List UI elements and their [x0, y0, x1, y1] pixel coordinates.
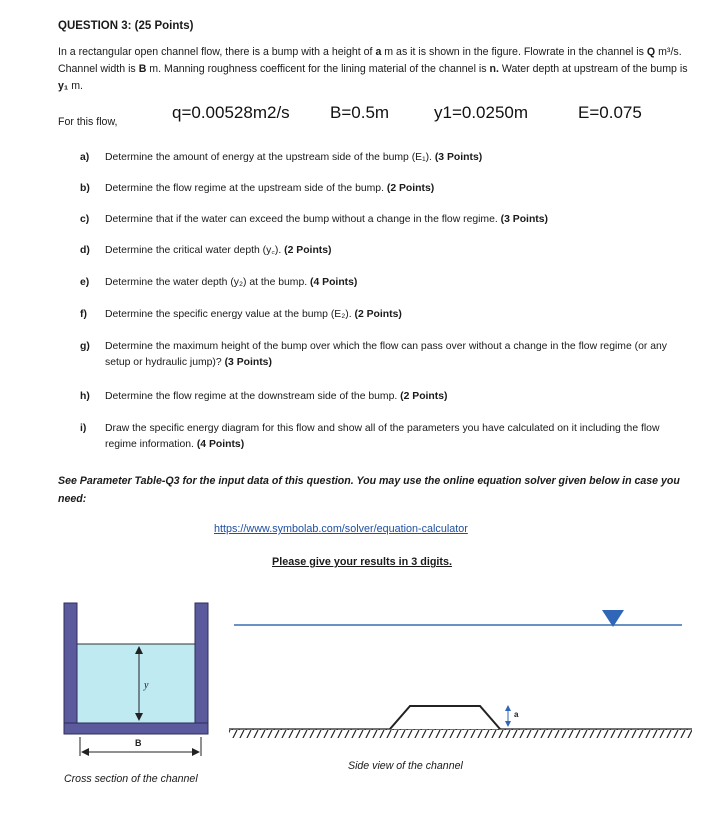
depth-label: y — [144, 680, 149, 691]
question-title: QUESTION 3: (25 Points) — [58, 20, 194, 32]
question-text: Determine that if the water can exceed the bump without a change in the flow regime. — [105, 214, 498, 225]
question-letter: h) — [80, 391, 90, 402]
question-text: Determine the amount of energy at the upstream side of the bump (E₁). — [105, 152, 432, 163]
intro-text: m. Manning roughness coefficent for the lining material of the channel is — [146, 63, 490, 75]
channel-left-wall — [64, 603, 77, 733]
intro-bump-var: a — [375, 46, 382, 58]
for-this-flow-label: For this flow, — [58, 116, 118, 128]
channel-right-wall — [195, 603, 208, 733]
question-text: Determine the water depth (y₂) at the bump. — [105, 277, 308, 288]
question-letter: g) — [80, 341, 90, 352]
param-B: B=0.5m — [330, 103, 390, 122]
question-letter: d) — [80, 245, 90, 256]
intro-manning-var: n. — [489, 63, 499, 75]
question-text: Draw the specific energy diagram for this flow and show all of the parameters you have calculated on it including the flow regime information. — [105, 423, 660, 450]
water-area — [77, 644, 195, 723]
intro-width-var: B — [138, 63, 147, 75]
intro-text: m as it is shown in the figure. Flowrate in the channel is — [381, 46, 647, 58]
question-points: (4 Points) — [310, 277, 358, 288]
question-points: (2 Points) — [354, 309, 402, 320]
question-points: (4 Points) — [196, 439, 245, 450]
question-letter: i) — [80, 423, 87, 434]
bump-shape — [390, 706, 500, 729]
question-points: (3 Points) — [500, 214, 548, 225]
question-text: Determine the flow regime at the upstream side of the bump. — [105, 183, 384, 194]
side-view-figure — [229, 610, 692, 738]
intro-text: In a rectangular open channel flow, there is a bump with a height of — [58, 46, 376, 58]
param-q: q=0.00528m2/s — [172, 103, 290, 122]
intro-text: m³/s. Channel width is — [58, 46, 682, 75]
param-y1: y1=0.0250m — [434, 103, 529, 122]
ground-hatch — [229, 729, 692, 738]
intro-depth-var: y₁ — [58, 80, 69, 92]
cross-section-figure — [64, 603, 208, 756]
question-letter: e) — [80, 277, 90, 288]
intro-text: m. — [68, 80, 83, 92]
cross-section-caption: Cross section of the channel — [64, 773, 198, 785]
parameter-table-note: See Parameter Table-Q3 for the input data of this question. You may use the online equation solver given below in case you need: — [58, 475, 680, 505]
question-points: (2 Points) — [400, 391, 448, 402]
results-instruction: Please give your results in 3 digits. — [272, 556, 453, 568]
side-view-caption: Side view of the channel — [348, 760, 463, 772]
question-text: Determine the specific energy value at the bump (E₂). — [105, 309, 352, 320]
intro-text: Water depth at upstream of the bump is — [498, 63, 688, 75]
question-points: (3 Points) — [434, 152, 483, 163]
question-letter: f) — [80, 309, 87, 320]
question-points: (2 Points) — [386, 183, 435, 194]
intro-flow-var: Q — [646, 46, 656, 58]
equation-solver-link[interactable]: https://www.symbolab.com/solver/equation-calculator — [214, 523, 468, 535]
question-points: (2 Points) — [284, 245, 332, 256]
question-text: Determine the flow regime at the downstream side of the bump. — [105, 391, 398, 402]
channel-bed — [64, 723, 208, 734]
question-text: Determine the maximum height of the bump over which the flow can pass over without a change in the flow regime (or any setup or hydraulic jump)? — [105, 341, 667, 368]
param-E: E=0.075 — [578, 103, 642, 122]
bump-height-label: a — [514, 710, 519, 719]
question-text: Determine the critical water depth (y꜀). — [105, 245, 282, 256]
question-points: (3 Points) — [224, 357, 272, 368]
question-letter: c) — [80, 214, 90, 225]
question-letter: b) — [80, 183, 90, 194]
question-letter: a) — [80, 152, 90, 163]
width-label: B — [135, 738, 142, 748]
